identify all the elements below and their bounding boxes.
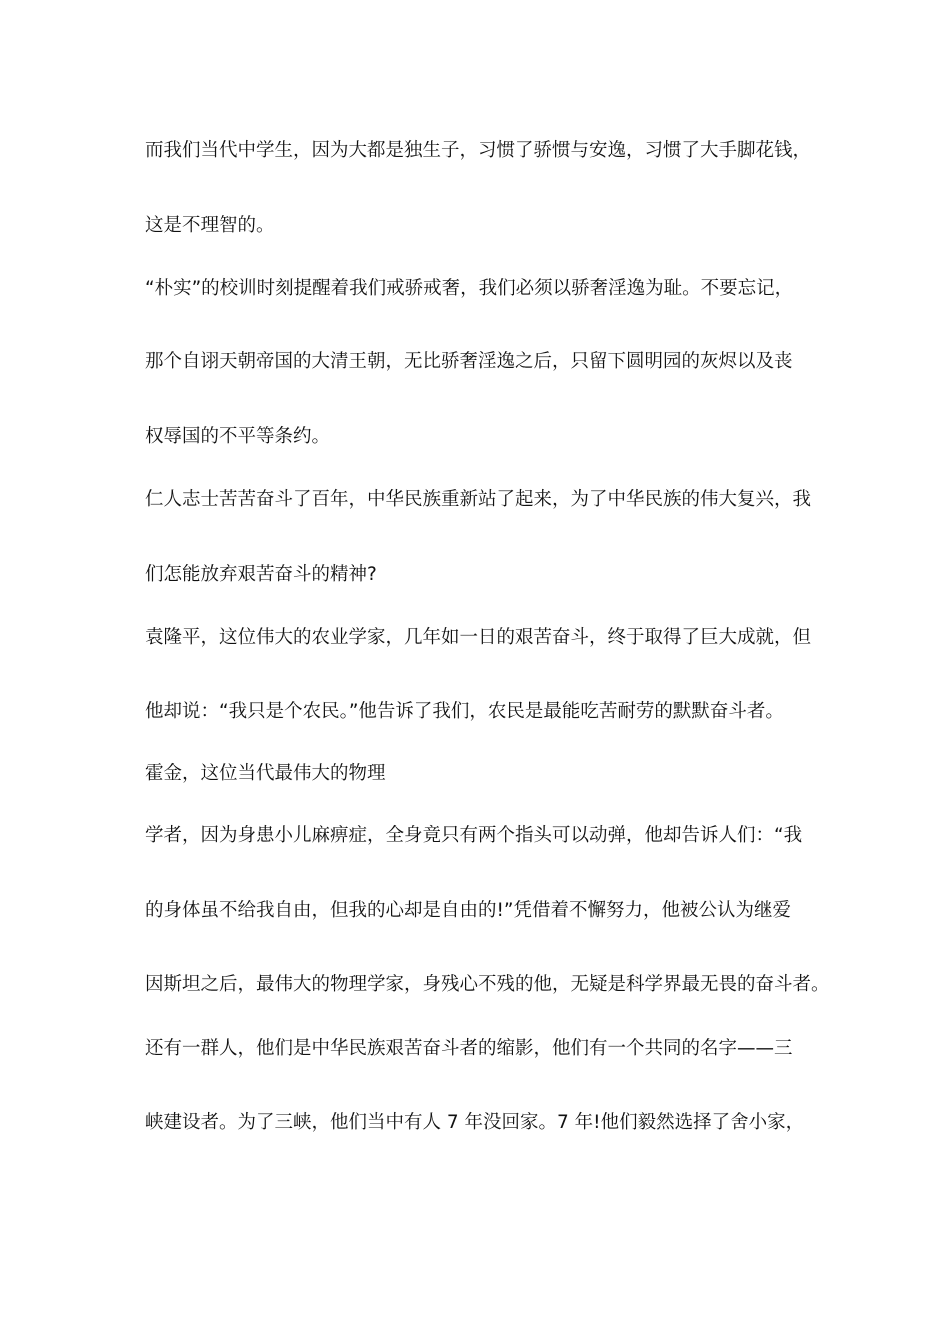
text-line: 霍金，这位当代最伟大的物理 [145,763,386,784]
text-line: 因斯坦之后，最伟大的物理学家，身残心不残的他，无疑是科学界最无畏的奋斗者。 [145,974,830,995]
text-line: 袁隆平，这位伟大的农业学家，几年如一日的艰苦奋斗，终于取得了巨大成就，但 [145,627,812,648]
text-line: 的身体虽不给我自由，但我的心却是自由的!”凭借着不懈努力，他被公认为继爱 [145,900,792,921]
text-line: 学者，因为身患小儿麻痹症，全身竟只有两个指头可以动弹，他却告诉人们：“我 [145,825,803,846]
text-line: “朴实”的校训时刻提醒着我们戒骄戒奢，我们必须以骄奢淫逸为耻。不要忘记， [145,278,794,299]
text-line: 而我们当代中学生，因为大都是独生子，习惯了骄惯与安逸，习惯了大手脚花钱， [145,140,812,161]
text-line: 仁人志士苦苦奋斗了百年，中华民族重新站了起来，为了中华民族的伟大复兴，我 [145,489,812,510]
text-line: 峡建设者。为了三峡，他们当中有人 7 年没回家。7 年!他们毅然选择了舍小家， [145,1112,805,1133]
text-line: 那个自诩天朝帝国的大清王朝，无比骄奢淫逸之后，只留下圆明园的灰烬以及丧 [145,351,793,372]
text-line: 这是不理智的。 [145,215,275,236]
text-line: 还有一群人，他们是中华民族艰苦奋斗者的缩影，他们有一个共同的名字——三 [145,1038,793,1059]
text-line: 他却说：“我只是个农民。”他告诉了我们，农民是最能吃苦耐劳的默默奋斗者。 [145,701,784,722]
text-line: 权辱国的不平等条约。 [145,426,331,447]
text-line: 们怎能放弃艰苦奋斗的精神? [145,564,377,585]
